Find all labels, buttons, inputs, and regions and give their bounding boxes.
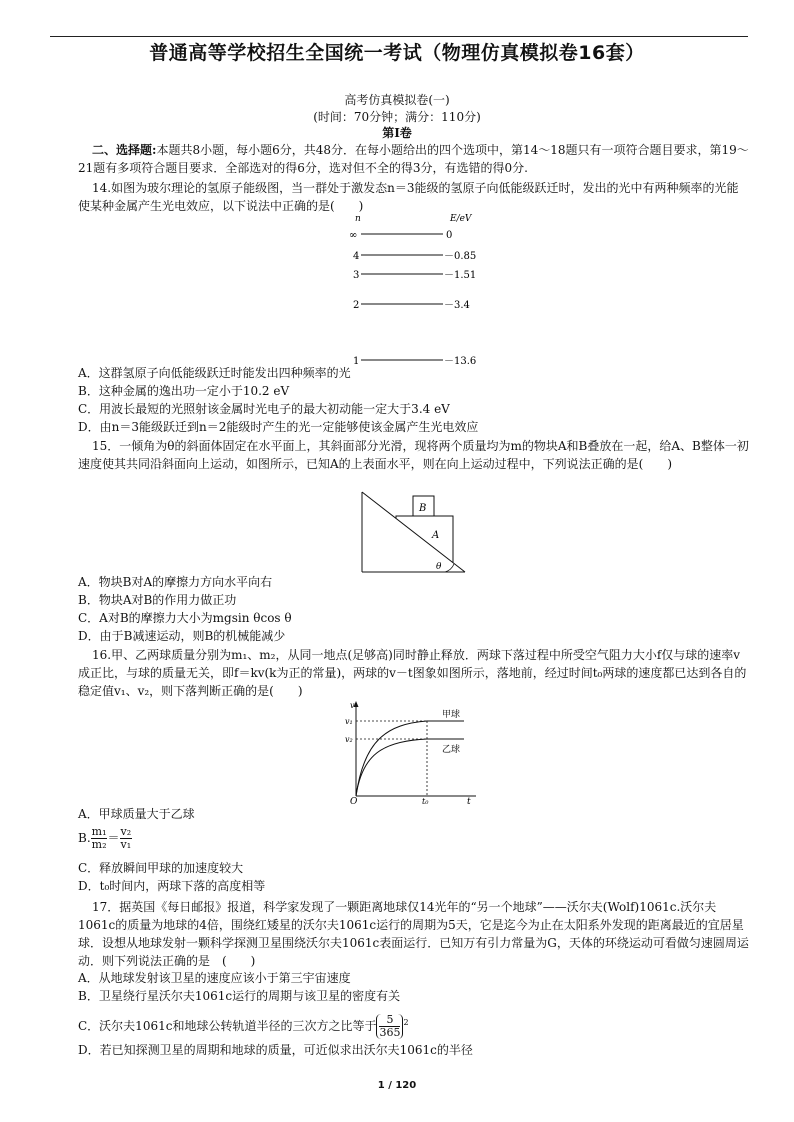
- section-intro: [78, 141, 750, 177]
- level-inf-n: ∞: [349, 230, 358, 241]
- level-3-e: －1.51: [444, 270, 477, 281]
- level-2-n: 2: [353, 300, 360, 311]
- period-ratio-paren: [376, 1014, 403, 1039]
- level-3-n: 3: [353, 270, 360, 281]
- block-b-label: B: [419, 503, 427, 514]
- incline-diagram: [355, 490, 470, 575]
- mass-ratio-num: m₁: [91, 825, 107, 838]
- intro-lead: 二、选择题:: [92, 143, 157, 157]
- q14-option-b: B．这种金属的逸出功一定小于10.2 eV: [78, 384, 290, 398]
- speed-ratio: [120, 826, 133, 851]
- level-2-e: －3.4: [444, 300, 470, 311]
- time-score: (时间：70分钟；满分：110分): [313, 110, 481, 124]
- q15-stem: 15．一倾角为θ的斜面体固定在水平面上，其斜面部分光滑，现将两个质量均为m的物块A和B叠放在一起，给A、B整体一初速度使其共同沿斜面向上运动，如图所示，已知A的上表面水平，则在向上运动过程中，下列说法正确的是( ): [78, 439, 749, 471]
- q15-option-a: A．物块B对A的摩擦力方向水平向右: [78, 575, 273, 589]
- mass-ratio: [91, 826, 108, 851]
- q14-option-a: A．这群氢原子向低能级跃迁时能发出四种频率的光: [78, 366, 351, 380]
- e-axis-label: E/eV: [450, 214, 472, 224]
- q15-option-d: D．由于B减速运动，则B的机械能减少: [78, 629, 286, 643]
- energy-level-diagram: [325, 212, 495, 370]
- q17-stem: 17．据英国《每日邮报》报道，科学家发现了一颗距离地球仅14光年的“另一个地球”——沃尔夫(Wolf)1061c.沃尔夫1061c的质量为地球的4倍，围绕红矮星的沃尔夫1061c运行的周期为5天，它是迄今为止在太阳系外发现的距离最近的宜居星球．设想从地球发射一颗科学探测卫星围绕沃尔夫1061c表面运行．已知万有引力常量为G，天体的环绕运动可看做匀速圆周运动．则下列说法正确的是 ( ): [78, 900, 749, 968]
- period-ratio-exp: 2: [403, 1018, 409, 1027]
- exam-subtitle: 高考仿真模拟卷(一): [344, 93, 450, 107]
- q16-option-b: [78, 826, 132, 851]
- ball-b-label: 乙球: [442, 745, 461, 755]
- q17-option-a: A．从地球发射该卫星的速度应该小于第三宇宙速度: [78, 971, 351, 985]
- v-axis-label: v: [350, 701, 355, 710]
- q16-option-c: C．释放瞬间甲球的加速度较大: [78, 861, 244, 875]
- option-c-text: C．沃尔夫1061c和地球公转轨道半径的三次方之比等于: [78, 1019, 377, 1033]
- t-axis-label: t: [467, 797, 471, 805]
- q16-option-a: A．甲球质量大于乙球: [78, 807, 195, 821]
- level-4-e: －0.85: [444, 251, 477, 262]
- mass-ratio-den: m₂: [91, 838, 107, 851]
- speed-ratio-num: v₂: [120, 825, 132, 838]
- document-title: 普通高等学校招生全国统一考试（物理仿真模拟卷16套）: [149, 42, 645, 64]
- speed-ratio-den: v₁: [120, 838, 132, 851]
- page-number: 1 / 120: [377, 1080, 417, 1091]
- option-b-prefix: B.: [78, 831, 91, 845]
- q16-stem: 16.甲、乙两球质量分别为m₁、m₂，从同一地点(足够高)同时静止释放．两球下落过程中所受空气阻力大小f仅与球的速率v成正比，与球的质量无关，即f＝kv(k为正的常量)，两球的v－t图象如图所示，落地前，经过时间t₀两球的速度都已达到各自的稳定值v₁、v₂，则下落判断正确的是( ): [78, 648, 747, 698]
- q15-option-c: C．A对B的摩擦力大小为mgsin θcos θ: [78, 611, 292, 625]
- section-label: 第Ⅰ卷: [382, 126, 412, 140]
- q17-option-d: D．若已知探测卫星的周期和地球的质量，可近似求出沃尔夫1061c的半径: [78, 1043, 473, 1057]
- q17-option-c: [78, 1014, 409, 1039]
- n-axis-label: n: [355, 214, 361, 224]
- level-inf-e: 0: [446, 230, 453, 241]
- level-4-n: 4: [353, 251, 360, 262]
- vt-graph: [342, 700, 482, 805]
- level-1-n: 1: [353, 356, 360, 367]
- period-ratio-num: 5: [379, 1014, 400, 1027]
- intro-text: 本题共8小题，每小题6分，共48分．在每小题给出的四个选项中，第14～18题只有一项符合题目要求，第19～21题有多项符合题目要求．全部选对的得6分，选对但不全的得3分，有选错的得0分.: [78, 143, 749, 175]
- v1-label: v₁: [345, 717, 353, 726]
- block-a-label: A: [432, 530, 440, 541]
- period-ratio-den: 365: [379, 1026, 401, 1039]
- ball-a-label: 甲球: [442, 710, 461, 720]
- q17-option-b: B．卫星绕行星沃尔夫1061c运行的周期与该卫星的密度有关: [78, 989, 401, 1003]
- option-b-eq: ＝: [107, 831, 120, 845]
- v2-label: v₂: [345, 735, 353, 744]
- q14-option-c: C．用波长最短的光照射该金属时光电子的最大初动能一定大于3.4 eV: [78, 402, 450, 416]
- top-rule: [50, 36, 748, 37]
- t0-label: t₀: [422, 797, 429, 805]
- q15-option-b: B．物块A对B的作用力做正功: [78, 593, 237, 607]
- theta-label: θ: [436, 562, 442, 572]
- q16-option-d: D．t₀时间内，两球下落的高度相等: [78, 879, 266, 893]
- q14-stem: 14.如图为玻尔理论的氢原子能级图，当一群处于激发态n＝3能级的氢原子向低能级跃迁时，发出的光中有两种频率的光能使某种金属产生光电效应，以下说法中正确的是( ): [78, 181, 739, 213]
- origin-label: O: [350, 797, 358, 805]
- q14-option-d: D．由n＝3能级跃迁到n＝2能级时产生的光一定能够使该金属产生光电效应: [78, 420, 479, 434]
- level-1-e: －13.6: [444, 356, 477, 367]
